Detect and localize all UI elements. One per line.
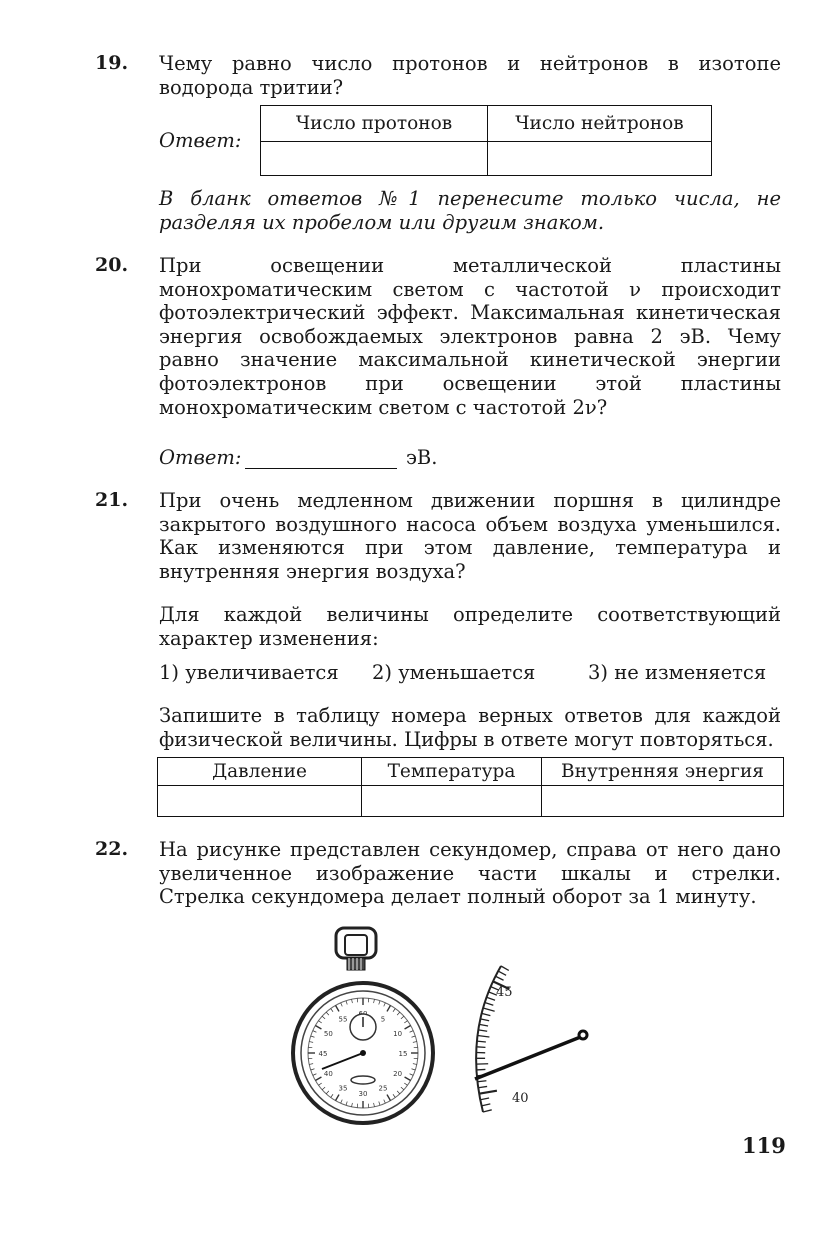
dial-number: 20 (393, 1070, 403, 1078)
question-21-answer-table (157, 757, 784, 817)
scale-tick (477, 1081, 486, 1082)
question-19-answer-label: Ответ: (159, 129, 242, 152)
scale-tick (487, 997, 495, 1000)
pressure-header: Давление (158, 758, 362, 786)
dial-number: 30 (358, 1090, 368, 1098)
question-21-text: При очень медленном движении поршня в цилиндре закрытого воздушного насоса объем воздуха уменьшился. Как изменяются при этом давление, температура и внутренняя энергия воздуха? (159, 489, 781, 583)
question-21-option-3: 3) не изменяется (588, 661, 767, 684)
scale-tick (482, 1013, 491, 1015)
scale-tick (478, 1030, 487, 1031)
protons-answer-cell[interactable] (261, 142, 488, 176)
scale-tick (480, 1019, 489, 1021)
question-20-unit: эВ. (406, 446, 438, 469)
question-22-number: 22. (95, 838, 129, 860)
magnified-scale (445, 962, 595, 1122)
question-20-answer-label: Ответ: (159, 446, 242, 469)
scale-tick (482, 1104, 491, 1106)
protons-header: Число протонов (261, 106, 488, 142)
dial-number: 15 (398, 1050, 408, 1058)
pressure-answer-cell[interactable] (158, 786, 362, 817)
dial-number: 5 (380, 1015, 386, 1024)
scale-tick (483, 1110, 492, 1112)
scale-tick (479, 1091, 497, 1094)
internal-energy-answer-cell[interactable] (542, 786, 784, 817)
question-20-text: При освещении металлической пластины монохроматическим светом с частотой ν происходит фотоэлектрический эффект. Максимальная кинетическая энергия освобождаемых электронов равна 2 эВ. Чему равно значение максимальной кинетической энергии фотоэлектронов при освещении этой пластины монохроматическим светом с частотой 2ν? (159, 254, 781, 419)
dial-number: 40 (323, 1070, 333, 1078)
scale-tick (476, 1047, 485, 1048)
hand-pivot (579, 1031, 587, 1039)
temperature-answer-cell[interactable] (362, 786, 542, 817)
neutrons-header: Число нейтронов (488, 106, 712, 142)
temperature-header: Температура (362, 758, 542, 786)
stopwatch-crown (336, 928, 376, 970)
scale-tick (478, 1036, 490, 1037)
question-22-text: На рисунке представлен секундомер, справа от него дано увеличенное изображение части шкалы и стрелки. Стрелка секундомера делает полный оборот за 1 минуту. (159, 838, 781, 909)
dial-number: 25 (378, 1084, 388, 1093)
page-number: 119 (742, 1133, 786, 1158)
question-19-note: В бланк ответов №1 перенесите только числа, не разделяя их пробелом или другим знаком. (159, 187, 781, 234)
question-20-answer-blank[interactable] (245, 448, 397, 469)
question-21-option-2: 2) уменьшается (372, 661, 536, 684)
scale-tick (498, 971, 506, 975)
scale-tick (478, 1086, 487, 1087)
question-21-table-instruction: Запишите в таблицу номера верных ответов для каждой физической величины. Цифры в ответе могут повторяться. (159, 704, 781, 751)
scale-tick (495, 976, 503, 980)
stopwatch-illustration (290, 922, 440, 1157)
dial-number: 45 (318, 1050, 328, 1058)
question-21-instruction: Для каждой величины определите соответствующий характер изменения: (159, 603, 781, 650)
question-19-number: 19. (95, 52, 129, 74)
neutrons-answer-cell[interactable] (488, 142, 712, 176)
dial-number: 50 (323, 1030, 333, 1038)
magnified-hand (475, 1036, 583, 1079)
scale-tick (476, 1069, 485, 1070)
scale-tick (477, 1041, 486, 1042)
scale-tick (485, 1003, 494, 1006)
question-19-text: Чему равно число протонов и нейтронов в изотопе водорода тритии? (159, 52, 781, 99)
question-20-number: 20. (95, 254, 129, 276)
dial-number: 10 (393, 1030, 403, 1038)
dial-number: 55 (338, 1015, 348, 1024)
question-19-answer-table (260, 105, 712, 176)
scale-tick (480, 1098, 489, 1100)
scale-label-40: 40 (512, 1091, 529, 1106)
scale-label-45: 45 (496, 985, 513, 1000)
scale-tick (483, 1008, 495, 1011)
question-21-number: 21. (95, 489, 129, 511)
dial-number: 35 (338, 1084, 348, 1093)
scale-tick (501, 966, 509, 970)
scale-tick (479, 1024, 488, 1026)
question-21-option-1: 1) увеличивается (159, 661, 339, 684)
internal-energy-header: Внутренняя энергия (542, 758, 784, 786)
